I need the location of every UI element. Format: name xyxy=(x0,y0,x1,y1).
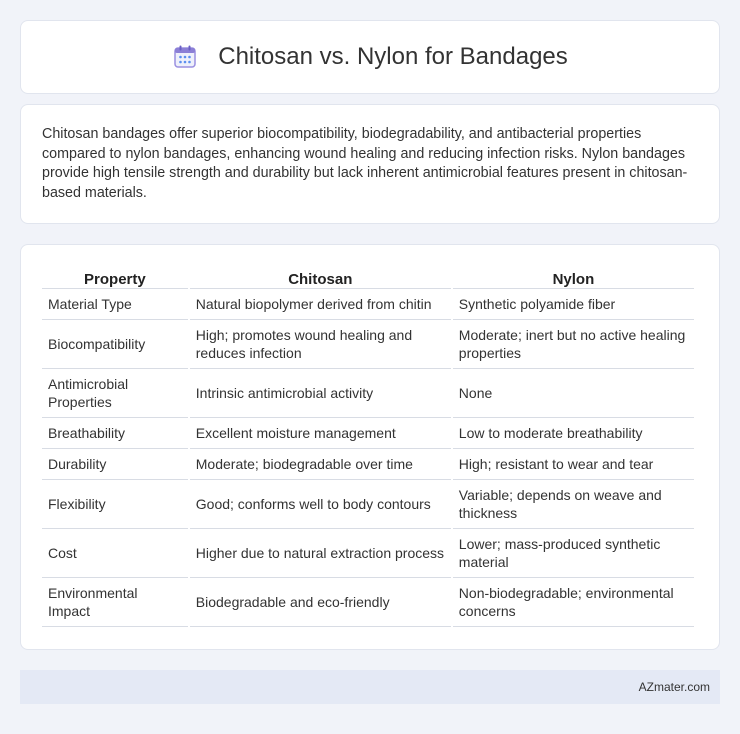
table-cell: Variable; depends on weave and thickness xyxy=(453,480,694,529)
table-row xyxy=(42,418,694,449)
header-nylon: Nylon xyxy=(453,267,694,289)
table-header-row xyxy=(42,267,694,289)
table-cell: Low to moderate breathability xyxy=(453,418,694,449)
table-cell: None xyxy=(453,369,694,418)
table-cell: Higher due to natural extraction process xyxy=(190,529,451,578)
table-cell: Good; conforms well to body contours xyxy=(190,480,451,529)
table-cell: High; promotes wound healing and reduces infection xyxy=(190,320,451,369)
footer xyxy=(20,670,720,704)
table-cell: Durability xyxy=(42,449,188,480)
table-cell: Moderate; inert but no active healing properties xyxy=(453,320,694,369)
table-row xyxy=(42,480,694,529)
table-cell: Lower; mass-produced synthetic material xyxy=(453,529,694,578)
table-row xyxy=(42,449,694,480)
table-row xyxy=(42,529,694,578)
table-cell: Cost xyxy=(42,529,188,578)
table-cell: Synthetic polyamide fiber xyxy=(453,289,694,320)
table-cell: Biocompatibility xyxy=(42,320,188,369)
title-card xyxy=(20,20,720,94)
table-cell: Moderate; biodegradable over time xyxy=(190,449,451,480)
table-row xyxy=(42,289,694,320)
calendar-icon xyxy=(172,44,198,70)
table-cell: Natural biopolymer derived from chitin xyxy=(190,289,451,320)
table-cell: Excellent moisture management xyxy=(190,418,451,449)
summary-text: Chitosan bandages offer superior biocompatibility, biodegradability, and antibacterial properties compared to nylon bandages, enhancing wound healing and reducing infection risks. Nylon bandages provide high tensile strength and durability but lack inherent antimicrobial features present in chitosan-based materials. xyxy=(42,126,688,201)
table-cell: Flexibility xyxy=(42,480,188,529)
table-cell: Environmental Impact xyxy=(42,578,188,627)
page-title: Chitosan vs. Nylon for Bandages xyxy=(218,43,568,70)
table-cell: Non-biodegradable; environmental concerns xyxy=(453,578,694,627)
table-cell: Material Type xyxy=(42,289,188,320)
table-cell: High; resistant to wear and tear xyxy=(453,449,694,480)
table-row xyxy=(42,320,694,369)
table-card xyxy=(20,244,720,650)
title-wrap xyxy=(172,43,568,71)
footer-site-link[interactable]: AZmater.com xyxy=(638,680,710,694)
table-row xyxy=(42,369,694,418)
header-property: Property xyxy=(42,267,188,289)
table-cell: Biodegradable and eco-friendly xyxy=(190,578,451,627)
table-cell: Breathability xyxy=(42,418,188,449)
comparison-table xyxy=(40,267,696,627)
table-cell: Intrinsic antimicrobial activity xyxy=(190,369,451,418)
table-cell: Antimicrobial Properties xyxy=(42,369,188,418)
summary-card xyxy=(20,104,720,224)
table-row xyxy=(42,578,694,627)
header-chitosan: Chitosan xyxy=(190,267,451,289)
